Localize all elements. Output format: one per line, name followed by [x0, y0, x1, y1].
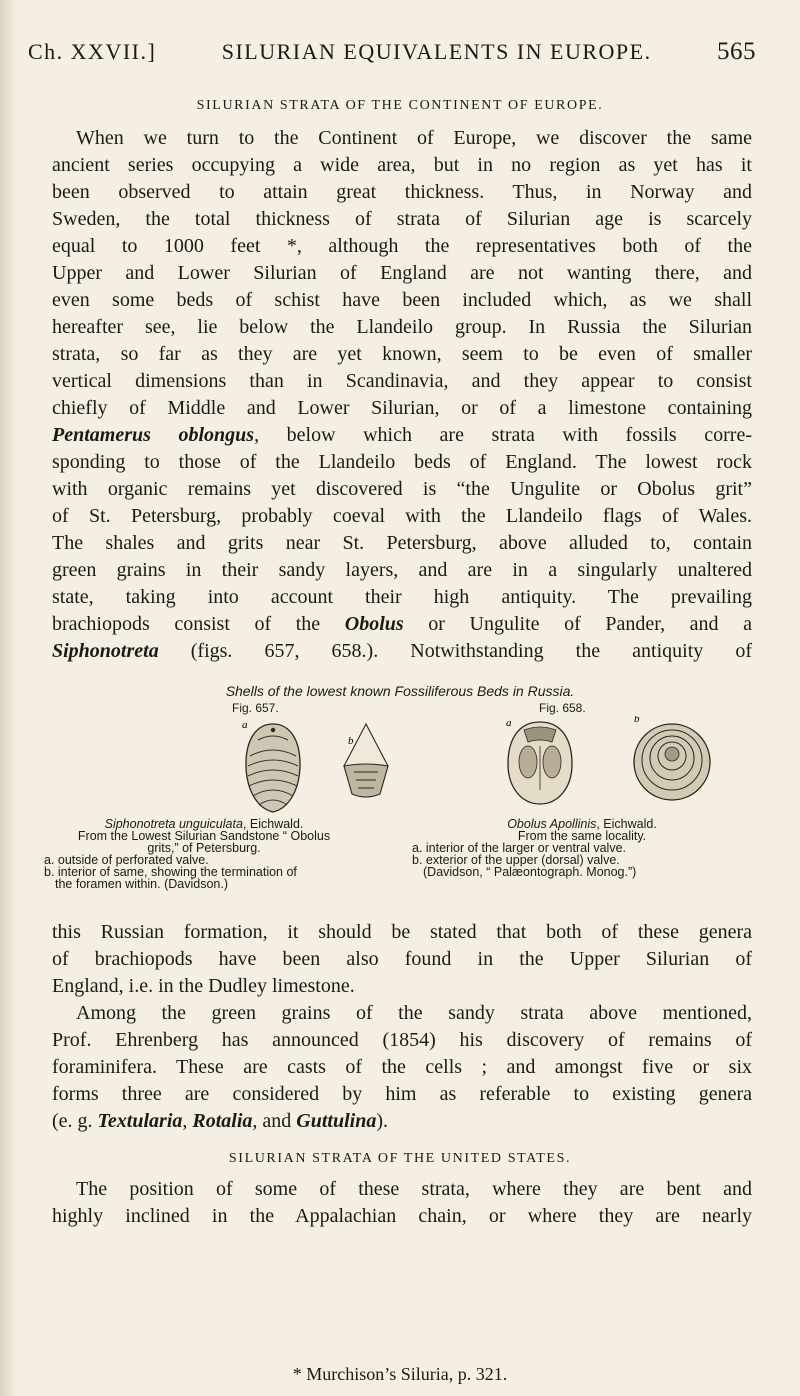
- italic-term: Pentamerus oblongus: [52, 424, 255, 446]
- running-head: [28, 38, 756, 66]
- text-line: equal to 1000 feet *, although the representatives both of the: [52, 235, 752, 257]
- fig-657-label: Fig. 657.: [232, 701, 279, 715]
- caption-line: a. outside of perforated valve.: [44, 853, 209, 867]
- text-line: [52, 1108, 752, 1135]
- text-line: of brachiopods have been also found in the Upper Silurian of: [52, 948, 752, 970]
- fig-658-label: Fig. 658.: [539, 701, 586, 715]
- section-heading-europe: SILURIAN STRATA OF THE CONTINENT OF EUROPE.: [196, 98, 604, 113]
- caption-line: (Davidson, “ Palæontograph. Monog.”): [423, 865, 637, 879]
- text-run: , below which are strata with fossils corre-: [254, 424, 752, 446]
- fig-658-part-a: a: [506, 717, 512, 729]
- italic-term: Guttulina: [296, 1110, 377, 1132]
- italic-term: Obolus: [344, 613, 404, 635]
- fig-658-illustration: [500, 716, 720, 808]
- running-title: SILURIAN EQUIVALENTS IN EUROPE.: [221, 39, 652, 64]
- italic-term: Rotalia: [192, 1110, 253, 1132]
- text-line: vertical dimensions than in Scandinavia, and they appear to consist: [52, 370, 752, 392]
- fig-657-illustration: [228, 716, 398, 816]
- text-line: sponding to those of the Llandeilo beds of England. The lowest rock: [52, 451, 752, 473]
- species-name: Siphonotreta unguiculata: [104, 817, 243, 831]
- fig-658-part-b: b: [634, 716, 640, 725]
- text-line: even some beds of schist have been included which, as we shall: [52, 289, 752, 311]
- text-run: (figs. 657, 658.). Notwithstanding the antiquity of: [158, 640, 752, 662]
- text-line: Among the green grains of the sandy strata above mentioned,: [76, 1002, 752, 1024]
- text-run: brachiopods consist of the: [52, 613, 345, 635]
- text-line: Upper and Lower Silurian of England are not wanting there, and: [52, 262, 752, 284]
- text-line: with organic remains yet discovered is “the Ungulite or Obolus grit”: [52, 478, 752, 500]
- text-line: forms three are considered by him as referable to existing genera: [52, 1083, 752, 1105]
- figure-title: Shells of the lowest known Fossiliferous Beds in Russia.: [225, 683, 575, 699]
- italic-term: Siphonotreta: [52, 640, 159, 662]
- text-run: (e. g.: [52, 1110, 98, 1132]
- caption-line: the foramen within. (Davidson.): [55, 877, 228, 891]
- chapter-label: Ch. XXVII.]: [28, 39, 157, 64]
- page-number: 565: [717, 38, 756, 65]
- caption-line: Obolus Apollinis, Eichwald.: [507, 817, 657, 831]
- obolus-dorsal-valve-exterior: [634, 724, 710, 800]
- text-run: , and: [252, 1110, 297, 1132]
- text-line: [52, 422, 752, 449]
- fig-657-part-a: a: [242, 719, 248, 731]
- text-run: ,: [182, 1110, 193, 1132]
- caption-line: From the Lowest Silurian Sandstone “ Obolus: [77, 829, 331, 843]
- obolus-ventral-valve-interior: [508, 722, 572, 804]
- text-line: of St. Petersburg, probably coeval with the Llandeilo flags of Wales.: [52, 505, 752, 527]
- text-line: Prof. Ehrenberg has announced (1854) his discovery of remains of: [52, 1029, 752, 1051]
- text-run: or Ungulite of Pander, and a: [403, 613, 752, 635]
- text-line: The shales and grits near St. Petersburg, above alluded to, contain: [52, 532, 752, 554]
- text-line: England, i.e. in the Dudley limestone.: [52, 975, 355, 997]
- text-line: [52, 638, 752, 665]
- text-line: Sweden, the total thickness of strata of Silurian age is scarcely: [52, 208, 752, 230]
- fig-657-caption: [44, 818, 364, 890]
- species-name: Obolus Apollinis: [507, 817, 597, 831]
- text-line: strata, so far as they are yet known, seem to be even of smaller: [52, 343, 752, 365]
- paragraph-europe: [52, 125, 752, 665]
- italic-term: Textularia: [97, 1110, 183, 1132]
- text-line: [52, 611, 752, 638]
- footnote: * Murchison’s Siluria, p. 321.: [292, 1364, 508, 1384]
- caption-line: Siphonotreta unguiculata, Eichwald.: [104, 817, 304, 831]
- text-line: been observed to attain great thickness. Thus, in Norway and: [52, 181, 752, 203]
- text-line: this Russian formation, it should be stated that both of these genera: [52, 921, 752, 943]
- fig-657-part-b: b: [348, 735, 354, 747]
- text-line: When we turn to the Continent of Europe, we discover the same: [76, 127, 752, 149]
- paragraph-united-states: [52, 1176, 752, 1230]
- text-line: hereafter see, lie below the Llandeilo group. In Russia the Silurian: [52, 316, 752, 338]
- text-line: chiefly of Middle and Lower Silurian, or of a limestone containing: [52, 397, 752, 419]
- text-line: The position of some of these strata, where they are bent and: [76, 1178, 752, 1200]
- paragraph-russian-formation: [52, 919, 752, 1135]
- text-line: green grains in their sandy layers, and are in a singularly unaltered: [52, 559, 752, 581]
- text-line: highly inclined in the Appalachian chain, or where they are nearly: [52, 1205, 752, 1227]
- text-line: foraminifera. These are casts of the cells ; and amongst five or six: [52, 1056, 752, 1078]
- text-line: state, taking into account their high antiquity. The prevailing: [52, 586, 752, 608]
- caption-line: a. interior of the larger or ventral valve.: [412, 841, 626, 855]
- caption-line: grits,” of Petersburg.: [147, 841, 261, 855]
- caption-line: b. interior of same, showing the termination of: [44, 865, 297, 879]
- caption-line: b. exterior of the upper (dorsal) valve.: [412, 853, 620, 867]
- text-line: ancient series occupying a wide area, but in no region as yet has it: [52, 154, 752, 176]
- text-run: ).: [376, 1110, 389, 1132]
- siphonotreta-outside-valve: [246, 724, 300, 812]
- fig-658-caption: [412, 818, 752, 878]
- caption-line: From the same locality.: [517, 829, 647, 843]
- section-heading-united-states: SILURIAN STRATA OF THE UNITED STATES.: [228, 1151, 572, 1166]
